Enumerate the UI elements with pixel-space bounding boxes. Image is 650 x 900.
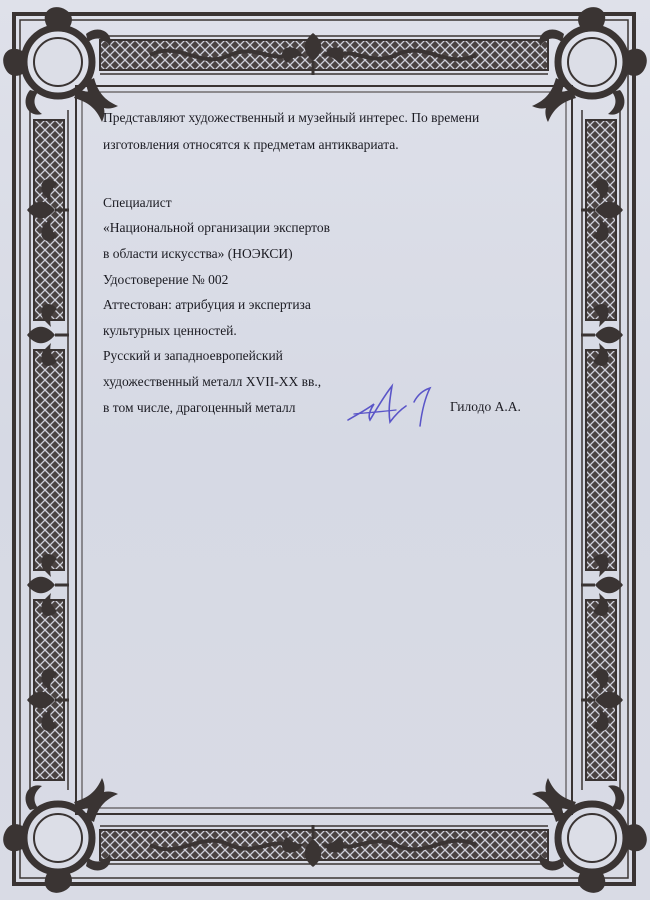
expert-spec-line-2: художественный металл XVII-XX вв., — [103, 374, 322, 389]
expert-attested-line-2: культурных ценностей. — [103, 323, 237, 338]
expert-org-line-1: «Национальной организации экспертов — [103, 220, 330, 235]
intro-line-2: изготовления относятся к предметам антиквариата. — [103, 137, 399, 152]
expert-certificate: Удостоверение № 002 — [103, 272, 229, 287]
expert-org-line-2: в области искусства» (НОЭКСИ) — [103, 246, 293, 261]
expert-spec-line-1: Русский и западноевропейский — [103, 348, 283, 363]
expert-attested-line-1: Аттестован: атрибуция и экспертиза — [103, 297, 311, 312]
handwritten-signature — [344, 380, 436, 432]
expert-role: Специалист — [103, 195, 172, 210]
signatory-name: Гилодо А.А. — [450, 399, 521, 414]
intro-line-1: Представляют художественный и музейный интерес. По времени — [103, 110, 480, 125]
expert-spec-line-3: в том числе, драгоценный металл — [103, 400, 296, 415]
